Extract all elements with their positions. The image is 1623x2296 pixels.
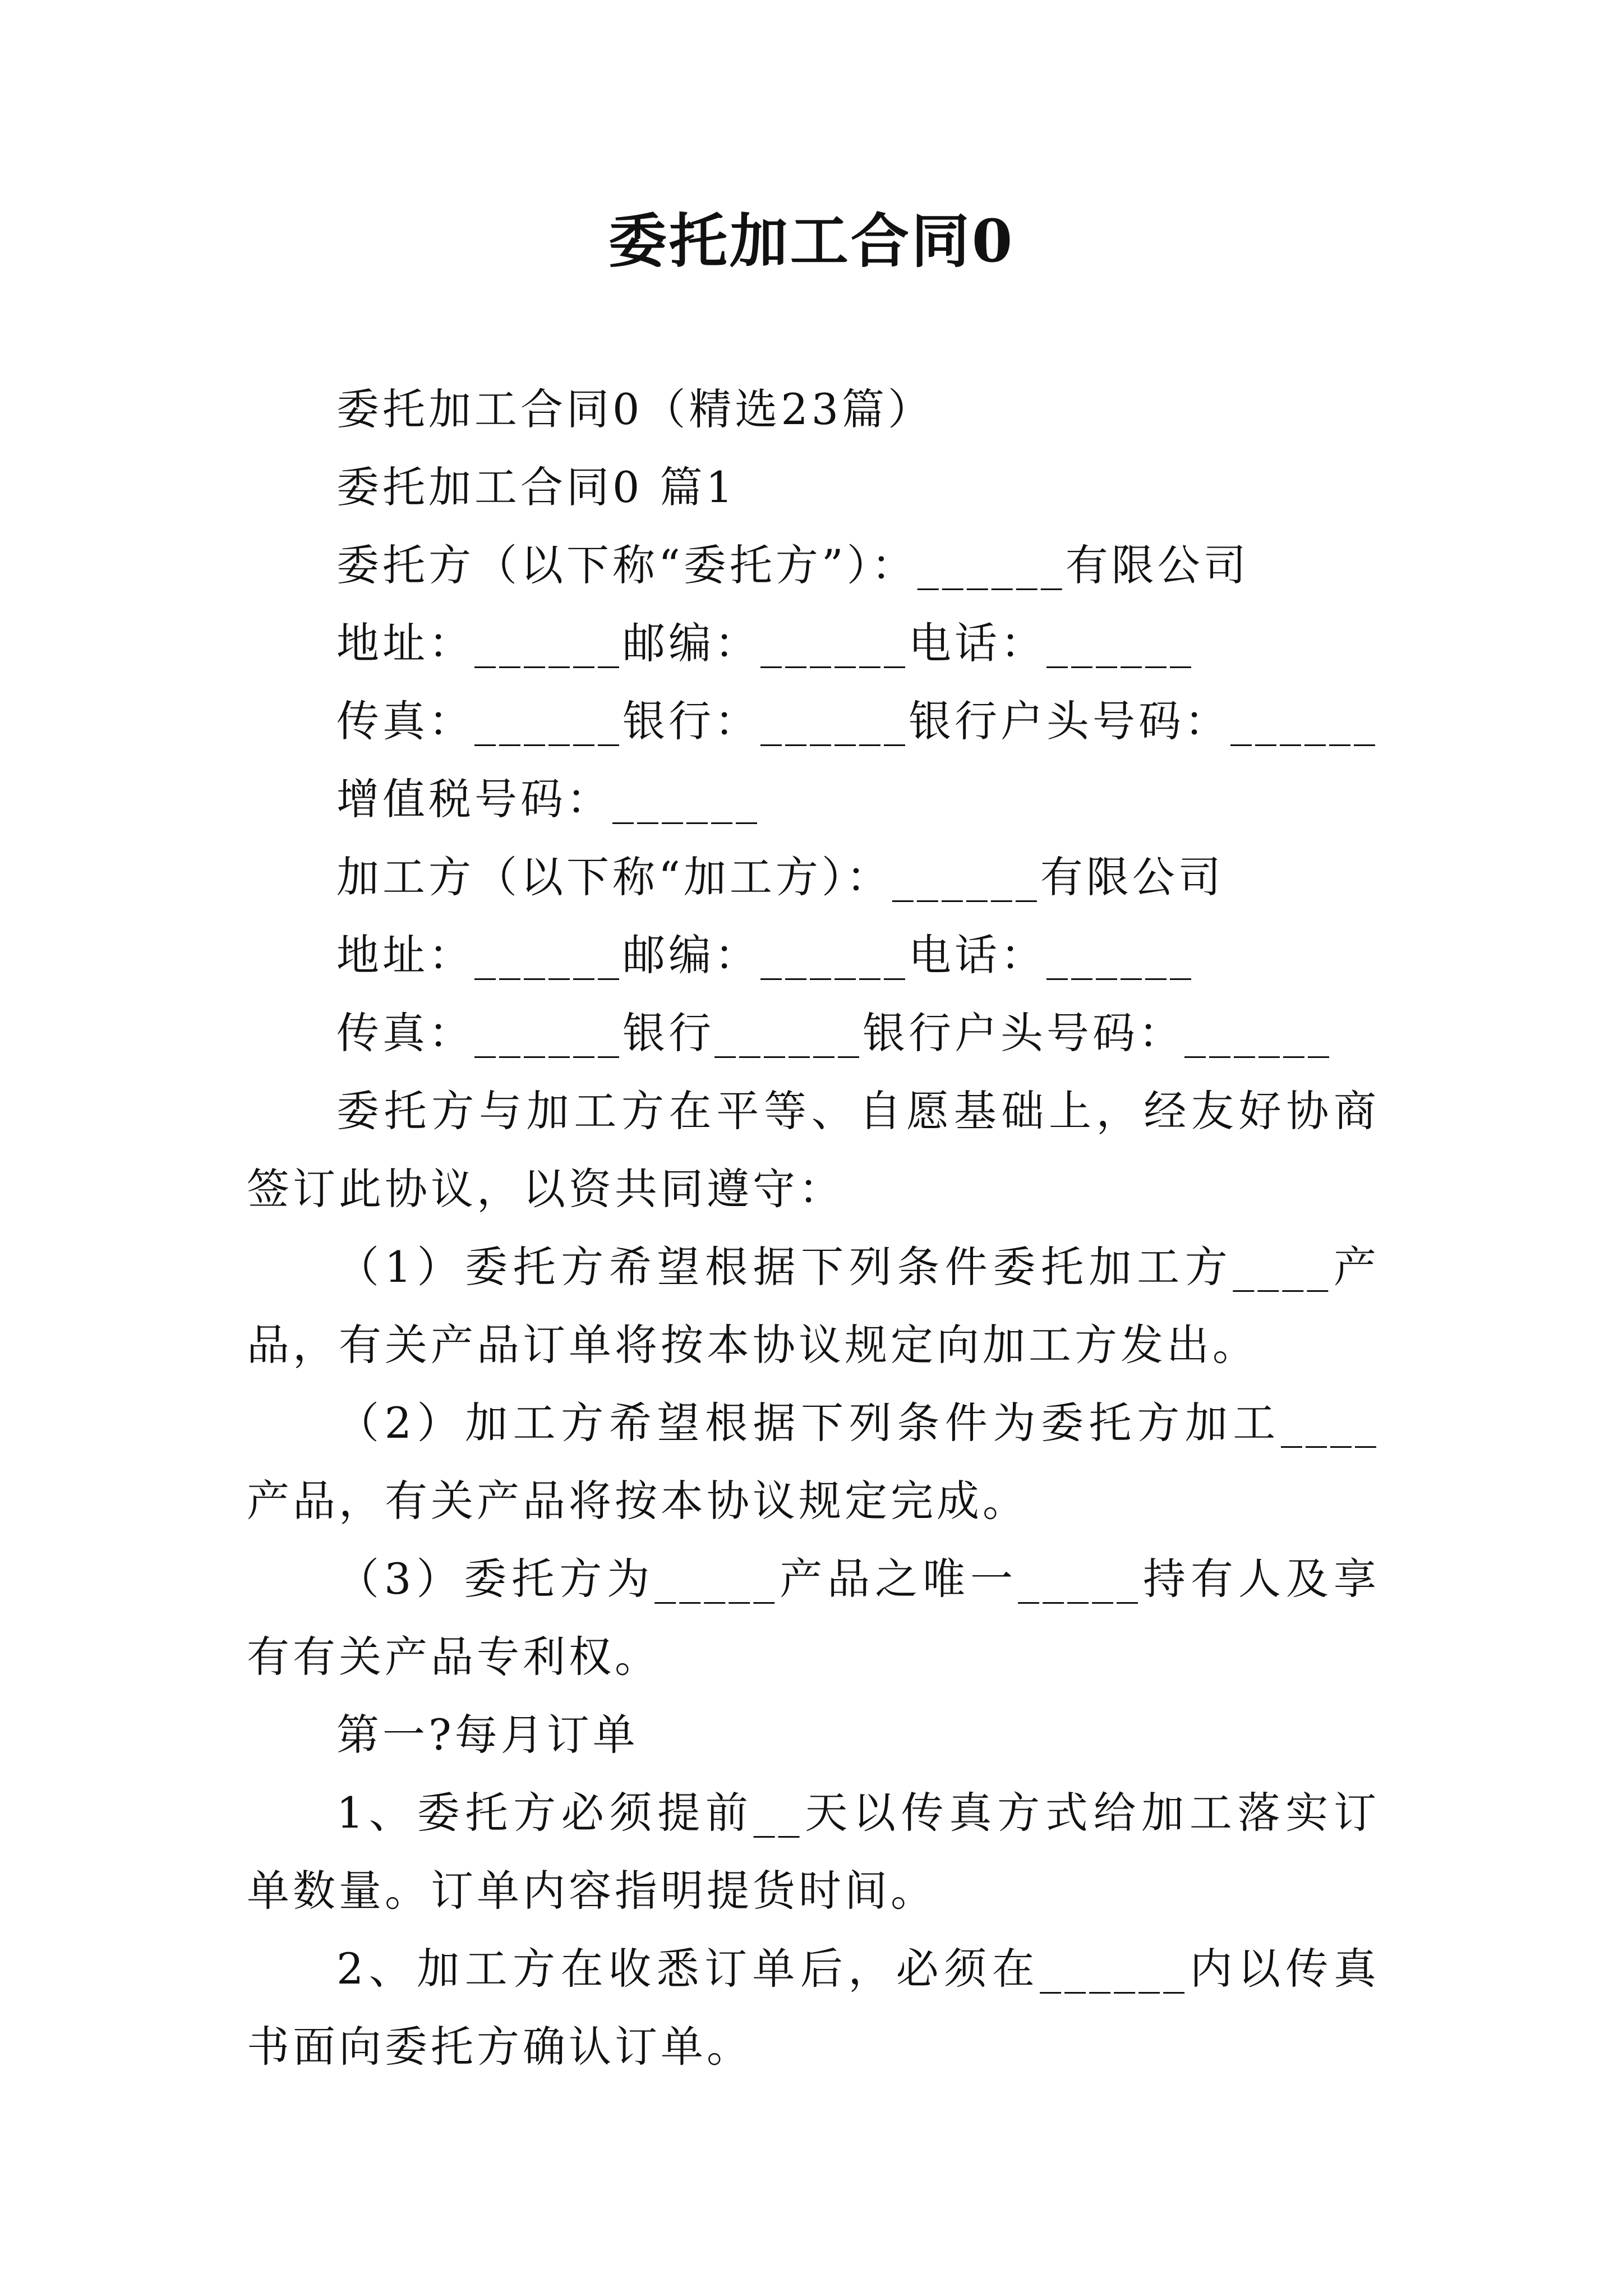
subtitle-paragraph: 委托加工合同0（精选23篇） (336, 384, 934, 434)
agreement-intro-paragraph: 委托方与加工方在平等、自愿基础上，经友好协商签订此协议，以资共同遵守： (247, 1086, 1380, 1214)
document-title: 委托加工合同0 (608, 206, 1015, 275)
client-fax-bank-line: 传真：______银行：______银行户头号码：______ (336, 696, 1378, 746)
client-vat-line: 增值税号码：______ (336, 774, 760, 824)
processor-address-line: 地址：______邮编：______电话：______ (336, 930, 1195, 980)
clause-2-paragraph: （2）加工方希望根据下列条件为委托方加工____产品，有关产品将按本协议规定完成。 (247, 1398, 1380, 1526)
clause-1-paragraph: （1）委托方希望根据下列条件委托加工方____产品，有关产品订单将按本协议规定向加工方发出。 (247, 1242, 1380, 1370)
processor-fax-bank-line: 传真：______银行______银行户头号码：______ (336, 1008, 1332, 1058)
client-address-line: 地址：______邮编：______电话：______ (336, 618, 1195, 668)
article-1-item-2: 2、加工方在收悉订单后，必须在______内以传真书面向委托方确认订单。 (247, 1944, 1380, 2072)
clause-3-paragraph: （3）委托方为_____产品之唯一_____持有人及享有有关产品专利权。 (247, 1554, 1380, 1682)
section-heading: 委托加工合同0 篇1 (336, 462, 736, 512)
processor-party-line: 加工方（以下称“加工方）：______有限公司 (336, 852, 1224, 902)
article-1-item-1: 1、委托方必须提前__天以传真方式给加工落实订单数量。订单内容指明提货时间。 (247, 1788, 1380, 1916)
article-1-heading: 第一?每月订单 (336, 1710, 639, 1760)
document-body (247, 370, 1380, 2086)
client-party-line: 委托方（以下称“委托方”）：______有限公司 (336, 540, 1249, 590)
